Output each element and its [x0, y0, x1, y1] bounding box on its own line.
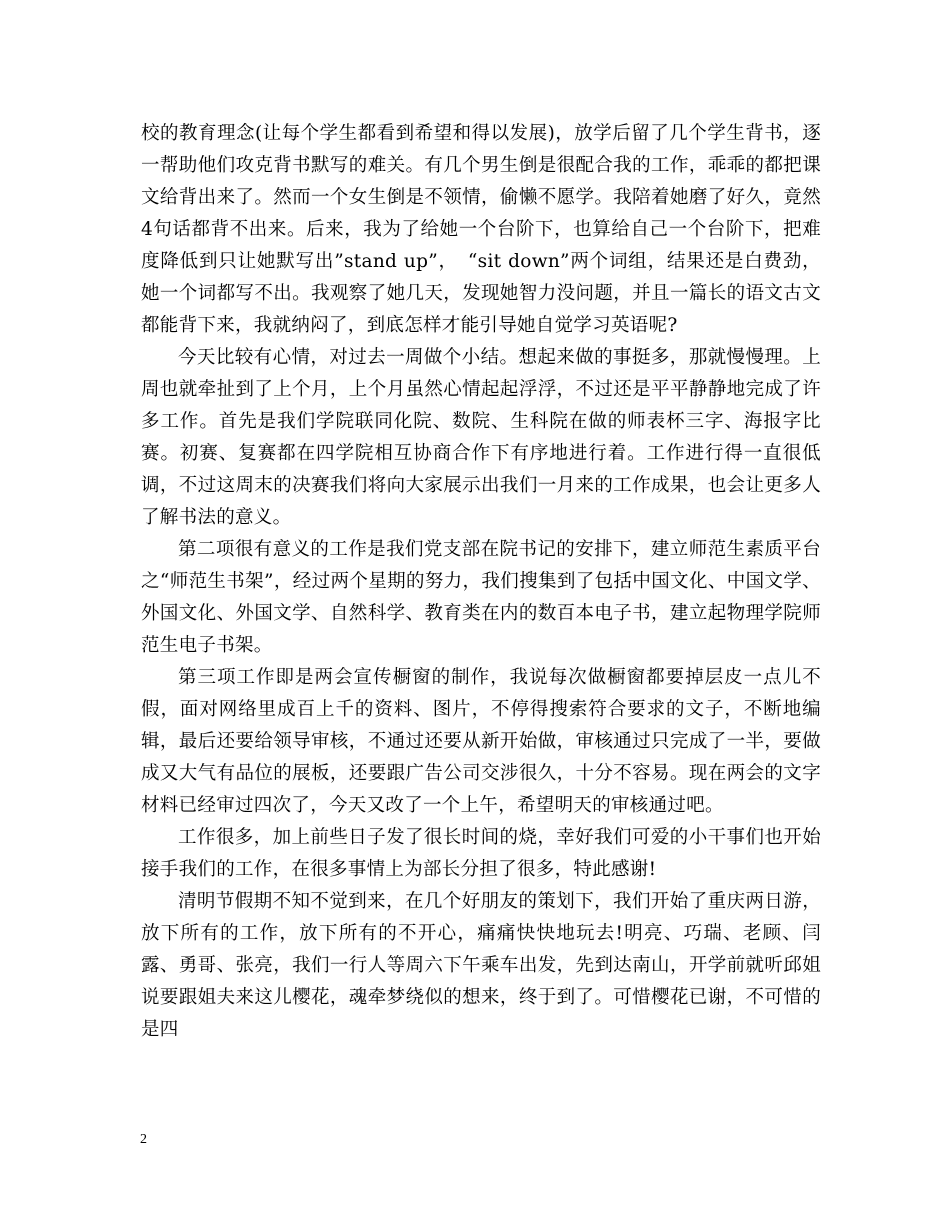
paragraph-2: 今天比较有心情，对过去一周做个小结。想起来做的事挺多，那就慢慢理。上周也就牵扯到了上个月，上个月虽然心情起起浮浮，不过还是平平静静地完成了许多工作。首先是我们学院联同化院、数院、生科院在做的师表杯三字、海报字比赛。初赛、复赛都在四学院相互协商合作下有序地进行着。工作进行得一直很低调，不过这周末的决赛我们将向大家展示出我们一月来的工作成果，也会让更多人了解书法的意义。 — [141, 347, 821, 528]
paragraph-6: 清明节假期不知不觉到来，在几个好朋友的策划下，我们开始了重庆两日游，放下所有的工作，放下所有的不开心，痛痛快快地玩去!明亮、巧瑞、老顾、闫露、勇哥、张亮，我们一行人等周六下午乘车出发，先到达南山，开学前就听邱姐说要跟姐夫来这儿樱花，魂牵梦绕似的想来，终于到了。可惜樱花已谢，不可惜的是四 — [141, 891, 821, 1040]
paragraph-3: 第二项很有意义的工作是我们党支部在院书记的安排下，建立师范生素质平台之“师范生书架”，经过两个星期的努力，我们搜集到了包括中国文化、中国文学、外国文化、外国文学、自然科学、教育类在内的数百本电子书，建立起物理学院师范生电子书架。 — [141, 539, 821, 656]
paragraph-1: 校的教育理念(让每个学生都看到希望和得以发展)，放学后留了几个学生背书，逐一帮助他们攻克背书默写的难关。有几个男生倒是很配合我的工作，乖乖的都把课文给背出来了。然而一个女生倒是不领情，偷懒不愿学。我陪着她磨了好久，竟然4句话都背不出来。后来，我为了给她一个台阶下，也算给自己一个台阶下，把难度降低到只让她默写出”stand up”， “sit down”两个词组，结果还是白费劲，她一个词都写不出。我观察了她几天，发现她智力没问题，并且一篇长的语文古文都能背下来，我就纳闷了，到底怎样才能引导她自觉学习英语呢? — [141, 123, 821, 336]
document-body — [141, 118, 821, 1046]
page-number: 2 — [140, 1132, 147, 1147]
paragraph-5: 工作很多，加上前些日子发了很长时间的烧，幸好我们可爱的小干事们也开始接手我们的工作，在很多事情上为部长分担了很多，特此感谢! — [141, 827, 821, 880]
paragraph-4: 第三项工作即是两会宣传橱窗的制作，我说每次做橱窗都要掉层皮一点儿不假，面对网络里成百上千的资料、图片，不停得搜索符合要求的文子，不断地编辑，最后还要给领导审核，不通过还要从新开始做，审核通过只完成了一半，要做成又大气有品位的展板，还要跟广告公司交涉很久，十分不容易。现在两会的文字材料已经审过四次了，今天又改了一个上午，希望明天的审核通过吧。 — [141, 667, 821, 816]
